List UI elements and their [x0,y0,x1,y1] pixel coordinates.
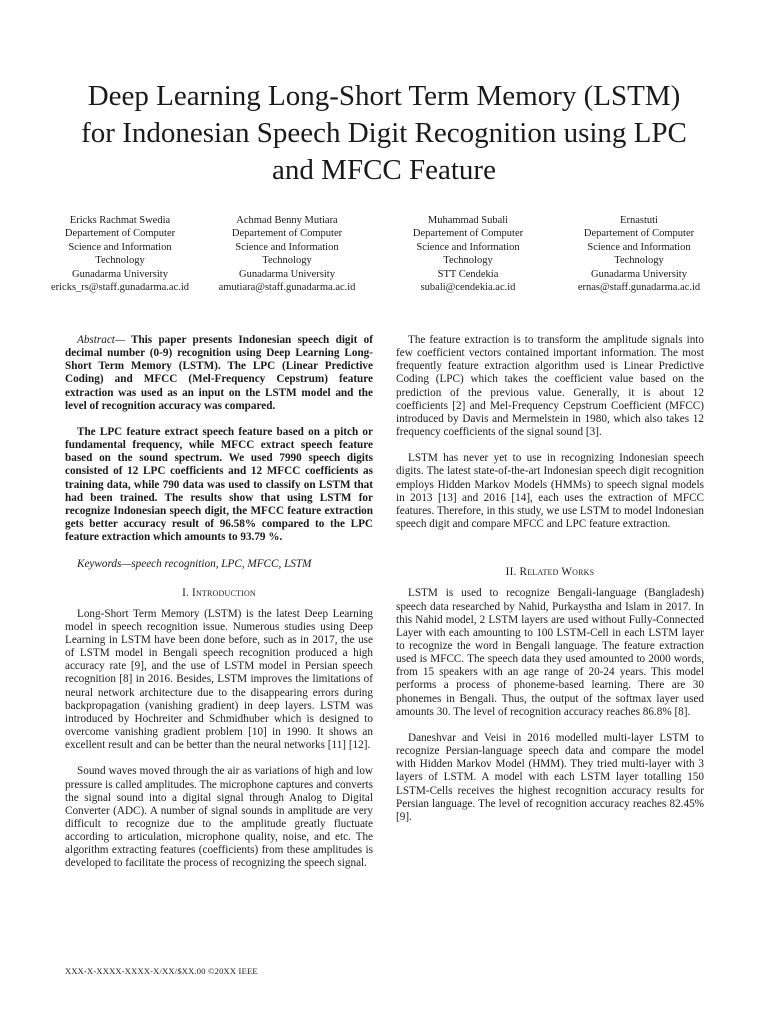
section-number: I. [182,586,190,599]
author-email: ernas@staff.gunadarma.ac.id [577,282,701,294]
lstm-indonesian-paragraph: LSTM has never yet to use in recognizing Indonesian speech digits. The latest state-of-the-art Indonesian speech digit recognition employs Hidden Markov Models (HMMs) to speech signal models in 2013 [13] and 2016 [14], each uses the extraction of MFCC features. Therefore, in this study, we use LSTM to model Indonesian speech digit and compare MFCC and LPC feature extraction. [396,452,704,531]
section-heading-introduction [65,587,373,600]
author-dept: Science and Information [68,241,172,253]
author-dept: Departement of Computer [412,228,524,240]
author-dept: Departement of Computer [64,228,176,240]
section-number: II. [505,566,517,579]
author-name: Ernastuti [620,215,658,226]
author-dept: Technology [614,255,664,267]
section-title: Introduction [192,586,256,599]
author-1 [30,214,210,294]
author-dept: Science and Information [587,241,691,253]
author-2 [197,214,377,294]
introduction-paragraph-2: Sound waves moved through the air as variations of high and low pressure is called amplitudes. The microphone captures and converts the signal sound into a digital signal through Analog to Digital Converter (ADC). A number of signal sounds in amplitude are very difficult to recognize due to the amplitude greatly fluctuate according to articulation, microphone quality, noise, and etc. The algorithm extracting features (coefficients) from these amplitudes is developed to facilitate the process of recognizing the speech signal. [65,765,373,870]
title-line-3: and MFCC Feature [272,154,496,186]
author-email: subali@cendekia.ac.id [420,282,516,294]
author-name: Ericks Rachmat Swedia [69,215,171,226]
section-title: Related Works [519,566,595,579]
author-name: Muhammad Subali [427,215,509,226]
introduction-paragraph-1: Long-Short Term Memory (LSTM) is the latest Deep Learning model in speech recognition issue. Numerous studies using Deep Learning in LSTM have been done before, such as in 2017, the use of LSTM model in Bengali speech recognition produced a high accuracy rate [9], and the use of LSTM model in Persian speech recognition [8] in 2016. Besides, LSTM improves the limitations of neural network architecture due to the disappearing errors during backpropagation (vanishing gradient) in deep layers. LSTM was introduced by Hochreiter and Schmidhuber which is designed to overcome vanishing gradient problem [10] in 1990. It shows an excellent result and can be better than the neural networks [11] [12]. [65,607,373,752]
keywords-label: Keywords— [77,558,132,571]
author-affiliation: STT Cendekia [437,268,499,280]
copyright-footer: XXX-X-XXXX-XXXX-X/XX/$XX.00 ©20XX IEEE [65,966,258,976]
section-heading-related-works [396,566,704,579]
left-column [65,334,373,871]
author-dept: Science and Information [416,241,520,253]
author-affiliation: Gunadarma University [239,268,335,280]
keywords-text: speech recognition, LPC, MFCC, LSTM [131,558,312,571]
author-affiliation: Gunadarma University [591,268,687,280]
title-line-2: for Indonesian Speech Digit Recognition using LPC [81,117,687,149]
author-dept: Technology [95,255,145,267]
keywords [65,558,373,571]
author-dept: Technology [262,255,312,267]
right-column [396,334,704,824]
author-dept: Science and Information [235,241,339,253]
author-dept: Technology [443,255,493,267]
abstract-paragraph-2: The LPC feature extract speech feature based on a pitch or fundamental frequency, while MFCC extract speech feature based on the sound spectrum. We used 7990 speech digits consisted of 12 LPC coefficients and 12 MFCC coefficients as training data, while 790 data was used to classify on LSTM that had been trained. The results show that using LSTM for recognize Indonesian speech digit, the MFCC feature extraction gets better accuracy result of 96.58% compared to the LPC feature extraction which amounts to 93.79 %. [65,425,373,544]
author-email: amutiara@staff.gunadarma.ac.id [218,282,356,294]
related-works-paragraph-2: Daneshvar and Veisi in 2016 modelled multi-layer LSTM to recognize Persian-language speech data and compare the model with Hidden Markov Model (HMM). They tried multi-layer with 3 layers of LSTM. A model with each LSTM layer totalling 150 LSTM-Cells receives the highest recognition accuracy results for Persian language. The level of recognition accuracy reaches 82.45% [9]. [396,731,704,823]
title-line-1: Deep Learning Long-Short Term Memory (LSTM) [87,80,681,112]
author-email: ericks_rs@staff.gunadarma.ac.id [50,282,190,294]
author-affiliation: Gunadarma University [72,268,168,280]
author-dept: Departement of Computer [231,228,343,240]
feature-extraction-paragraph: The feature extraction is to transform the amplitude signals into few coefficient vectors contained important information. The most frequently feature extraction algorithm used is Linear Predictive Coding (LPC) which takes the coefficient value based on the prediction of the previous value. Generally, it is about 12 coefficients [2] and Mel-Frequency Cepstrum Coefficient (MFCC) introduced by Davis and Mermelstein in 1980, which also takes 12 frequency coefficients of the signal sound [3]. [396,334,704,439]
abstract-paragraph [65,334,373,413]
author-dept: Departement of Computer [583,228,695,240]
abstract-label: Abstract— [77,334,125,346]
author-4 [549,214,729,294]
abstract-text: This paper presents Indonesian speech digit of decimal number (0-9) recognition using Deep Learning Long-Short Term Memory (LSTM). The LPC (Linear Predictive Coding) and MFCC (Mel-Frequency Cepstrum) feature extraction was used as an input on the LSTM model and the level of recognition accuracy was compared. [65,334,373,412]
related-works-paragraph-1: LSTM is used to recognize Bengali-language (Bangladesh) speech data researched by Nahid, Purkaystha and Islam in 2017. In this Nahid model, 2 LSTM layers are used without Fully-Connected Layer with each amounting to 100 LSTM-Cell in each LSTM layer to recognize the word in Bengali language. The feature extraction used is MFCC. The speech data they used amounted to 2000 words, from 15 speakers with an age range of 20-24 years. This model performs a process of phoneme-based learning. There are 30 phonemes in Bengali. Thus, the output of the softmax layer used amounts 30. The level of recognition accuracy reaches 86.8% [8]. [396,587,704,718]
author-3 [378,214,558,294]
paper-title [40,78,728,189]
author-name: Achmad Benny Mutiara [236,215,338,226]
